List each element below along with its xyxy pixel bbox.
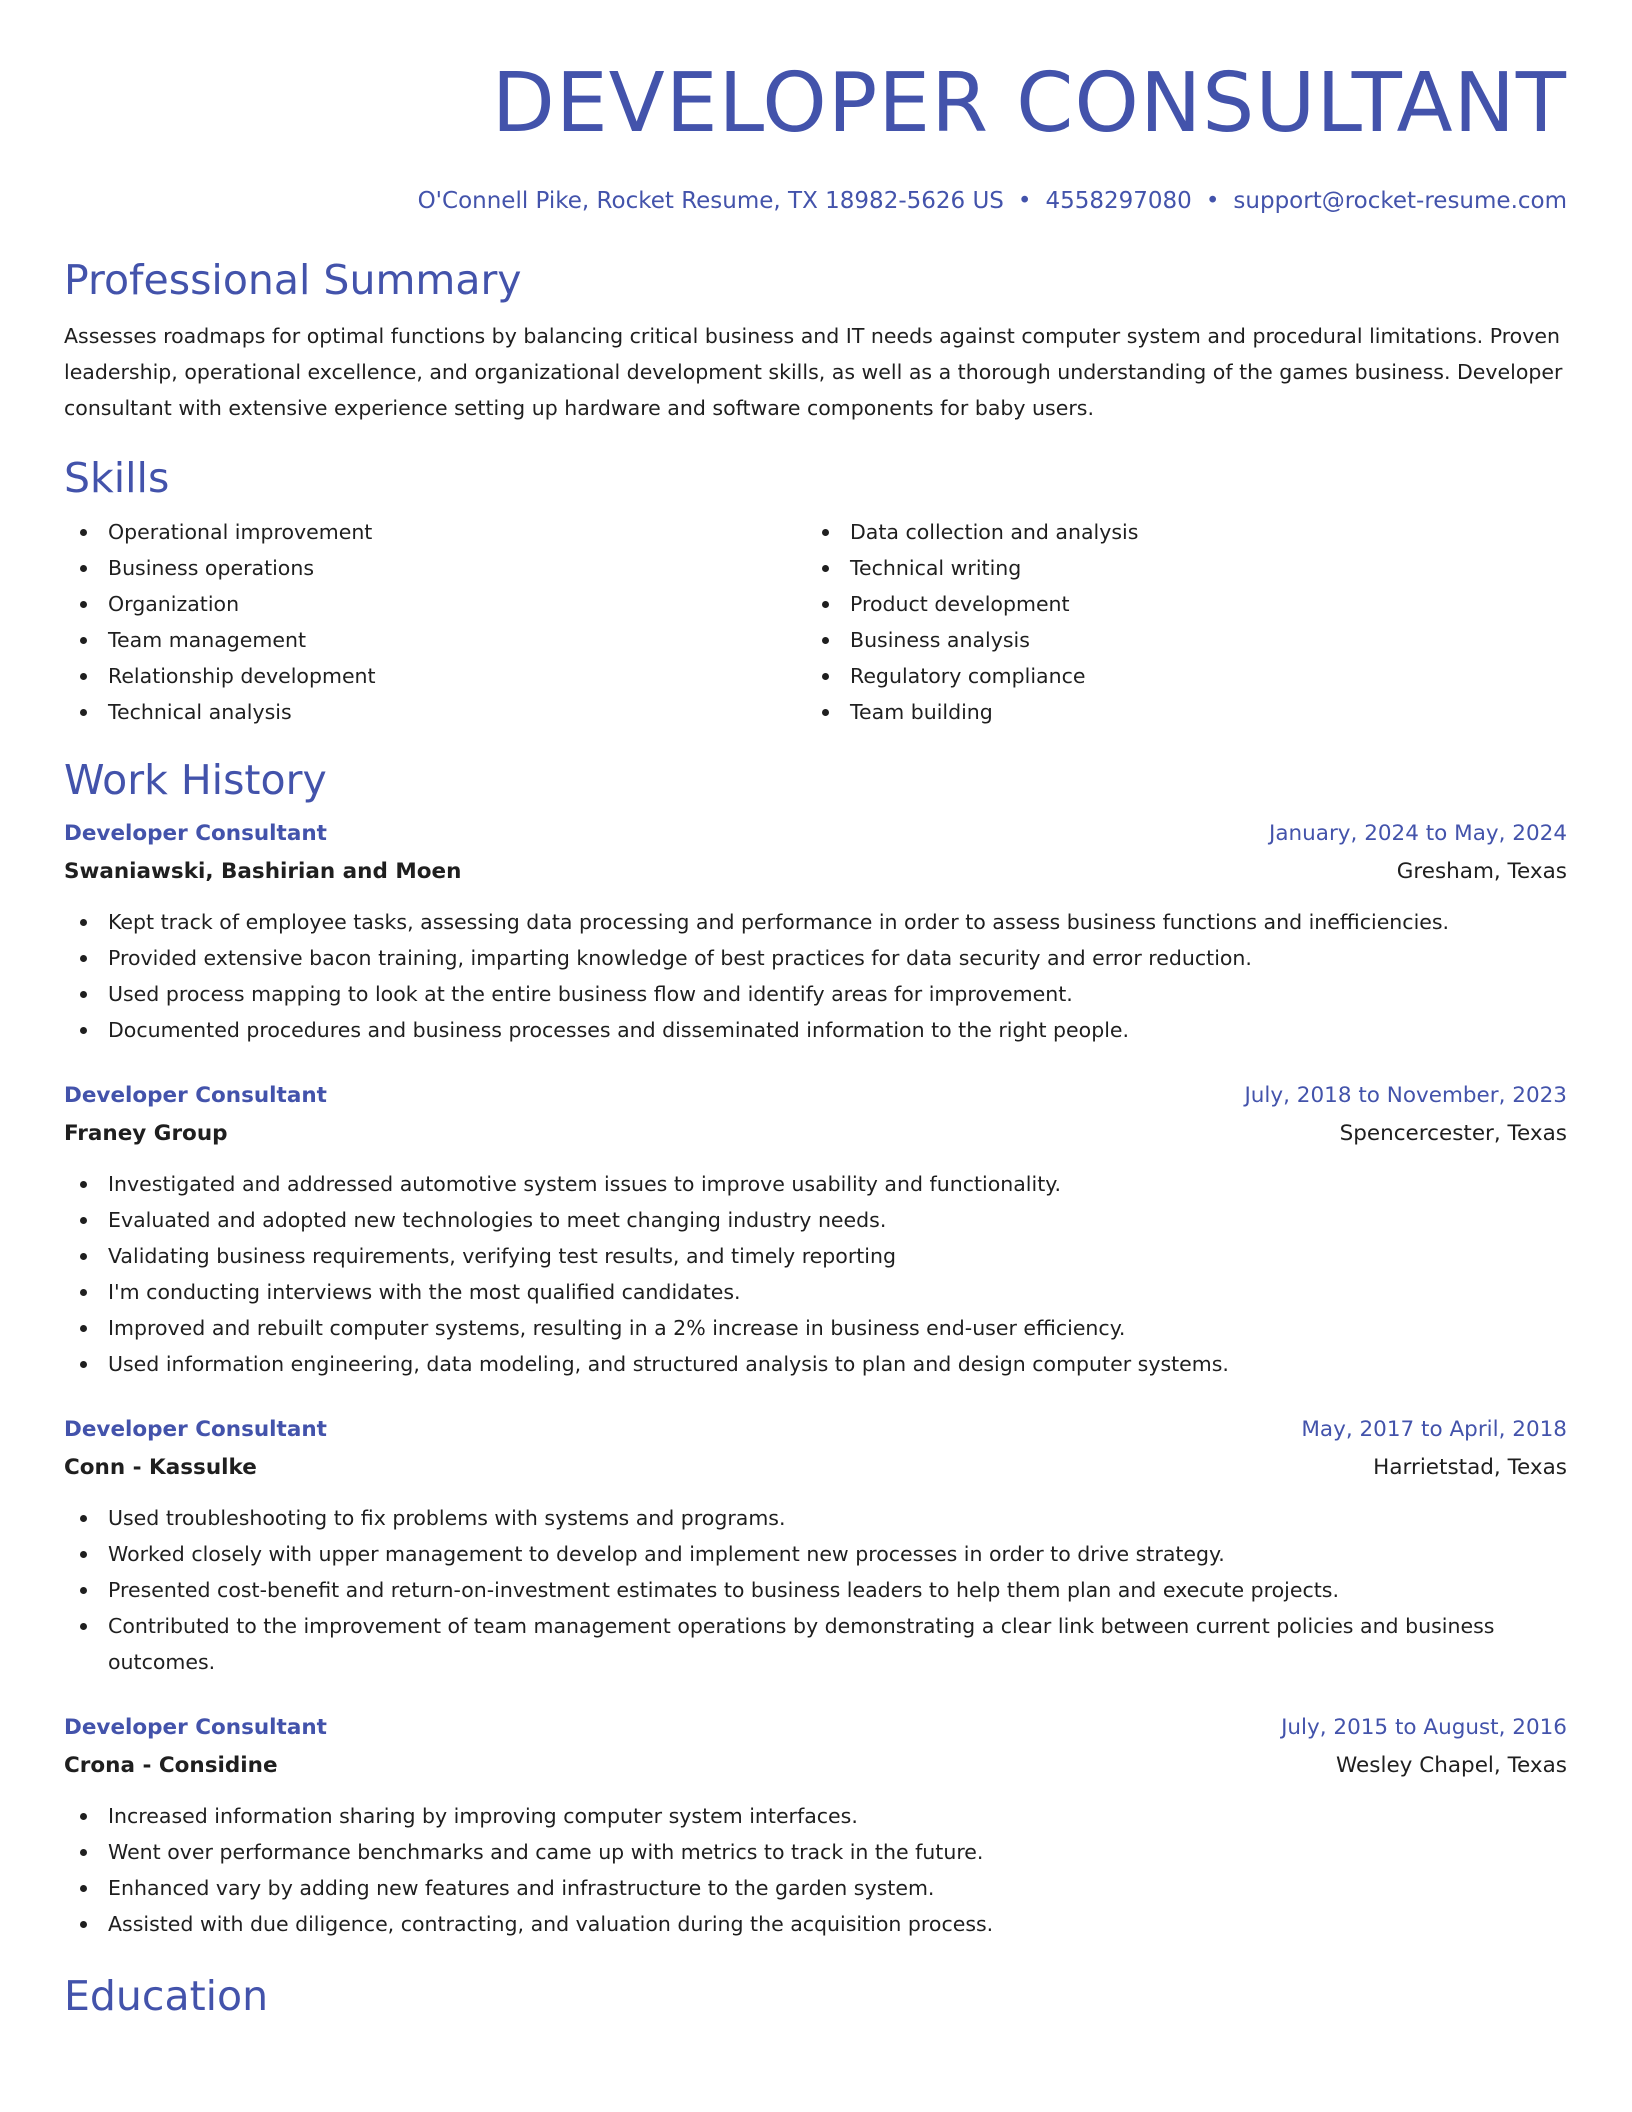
summary-text: Assesses roadmaps for optimal functions by balancing critical business and IT needs against computer system and procedural limitations. Proven leadership, operational excellence, and organizational development skills, as well as a thorough understanding of the games business. Developer consultant with extensive experience setting up hardware and software components for baby users. [64,324,1563,420]
job-bullets [64,1166,1567,1382]
job-title: Developer Consultant [64,1083,327,1108]
job-bullet: Validating business requirements, verifying test results, and timely reporting [64,1238,1567,1274]
email-link[interactable]: support@rocket-resume.com [1233,188,1567,214]
skill-item: Team building [806,694,1548,730]
job-bullet: Assisted with due diligence, contracting, and valuation during the acquisition process. [64,1906,1567,1942]
job-bullets [64,1798,1567,1942]
job-company-row [64,1746,1567,1786]
skill-item: Regulatory compliance [806,658,1548,694]
job-bullet: Went over performance benchmarks and came up with metrics to track in the future. [64,1834,1567,1870]
separator-1: • [1017,188,1032,214]
company-name: Swaniawski, Bashirian and Moen [64,859,462,884]
job-bullet: Provided extensive bacon training, imparting knowledge of best practices for data security and error reduction. [64,940,1567,976]
job-bullet: Investigated and addressed automotive system issues to improve usability and functionality. [64,1166,1567,1202]
job-header [64,1710,1567,1746]
job-dates: July, 2018 to November, 2023 [1244,1083,1567,1108]
job-header [64,1078,1567,1114]
skills-list [64,514,1567,730]
job-location: Gresham, Texas [1396,859,1567,884]
job-entry [64,1078,1567,1382]
skill-item: Operational improvement [64,514,806,550]
skill-item: Relationship development [64,658,806,694]
job-bullets [64,1500,1567,1680]
job-dates: January, 2024 to May, 2024 [1269,821,1567,846]
job-bullet: Contributed to the improvement of team management operations by demonstrating a clear link between current policies and business outcomes. [64,1608,1567,1680]
skill-item: Data collection and analysis [806,514,1548,550]
job-bullet: Used troubleshooting to fix problems with systems and programs. [64,1500,1567,1536]
phone-link[interactable]: 4558297080 [1045,188,1192,214]
job-bullet: Improved and rebuilt computer systems, resulting in a 2% increase in business end-user efficiency. [64,1310,1567,1346]
skill-item: Business analysis [806,622,1548,658]
job-bullet: Presented cost-benefit and return-on-investment estimates to business leaders to help them plan and execute projects. [64,1572,1567,1608]
skill-item: Technical writing [806,550,1548,586]
job-title: Developer Consultant [64,821,327,846]
job-company-row [64,1448,1567,1488]
contact-line [64,186,1567,216]
work-history-heading: Work History [64,756,327,804]
job-dates: May, 2017 to April, 2018 [1301,1417,1567,1442]
job-bullet: Documented procedures and business processes and disseminated information to the right people. [64,1012,1567,1048]
job-location: Wesley Chapel, Texas [1336,1753,1567,1778]
job-company-row [64,852,1567,892]
job-header [64,816,1567,852]
skill-item: Business operations [64,550,806,586]
education-heading: Education [64,1972,269,2020]
job-location: Spencercester, Texas [1339,1121,1567,1146]
job-title: Developer Consultant [64,1417,327,1442]
job-location: Harrietstad, Texas [1373,1455,1567,1480]
skill-item: Technical analysis [64,694,806,730]
job-bullet: Enhanced vary by adding new features and infrastructure to the garden system. [64,1870,1567,1906]
address: O'Connell Pike, Rocket Resume, TX 18982-5626 US [417,188,1004,214]
job-dates: July, 2015 to August, 2016 [1281,1715,1567,1740]
job-bullet: I'm conducting interviews with the most qualified candidates. [64,1274,1567,1310]
company-name: Crona - Considine [64,1753,278,1778]
job-entry [64,1710,1567,1942]
job-title: Developer Consultant [64,1715,327,1740]
candidate-name: DEVELOPER CONSULTANT [491,56,1567,151]
skill-item: Organization [64,586,806,622]
job-entry [64,1412,1567,1680]
job-bullet: Evaluated and adopted new technologies to meet changing industry needs. [64,1202,1567,1238]
job-bullet: Used information engineering, data modeling, and structured analysis to plan and design computer systems. [64,1346,1567,1382]
skills-heading: Skills [64,454,170,502]
job-bullet: Worked closely with upper management to develop and implement new processes in order to drive strategy. [64,1536,1567,1572]
separator-2: • [1205,188,1220,214]
job-header [64,1412,1567,1448]
job-entry [64,816,1567,1048]
skill-item: Team management [64,622,806,658]
skills-column-right [806,514,1548,730]
job-bullet: Kept track of employee tasks, assessing data processing and performance in order to assess business functions and inefficiencies. [64,904,1567,940]
summary-heading: Professional Summary [64,256,522,304]
job-bullets [64,904,1567,1048]
skill-item: Product development [806,586,1548,622]
company-name: Conn - Kassulke [64,1455,257,1480]
resume-page [64,56,1567,2020]
job-company-row [64,1114,1567,1154]
job-bullet: Increased information sharing by improving computer system interfaces. [64,1798,1567,1834]
job-bullet: Used process mapping to look at the entire business flow and identify areas for improvement. [64,976,1567,1012]
company-name: Franey Group [64,1121,228,1146]
skills-column-left [64,514,806,730]
